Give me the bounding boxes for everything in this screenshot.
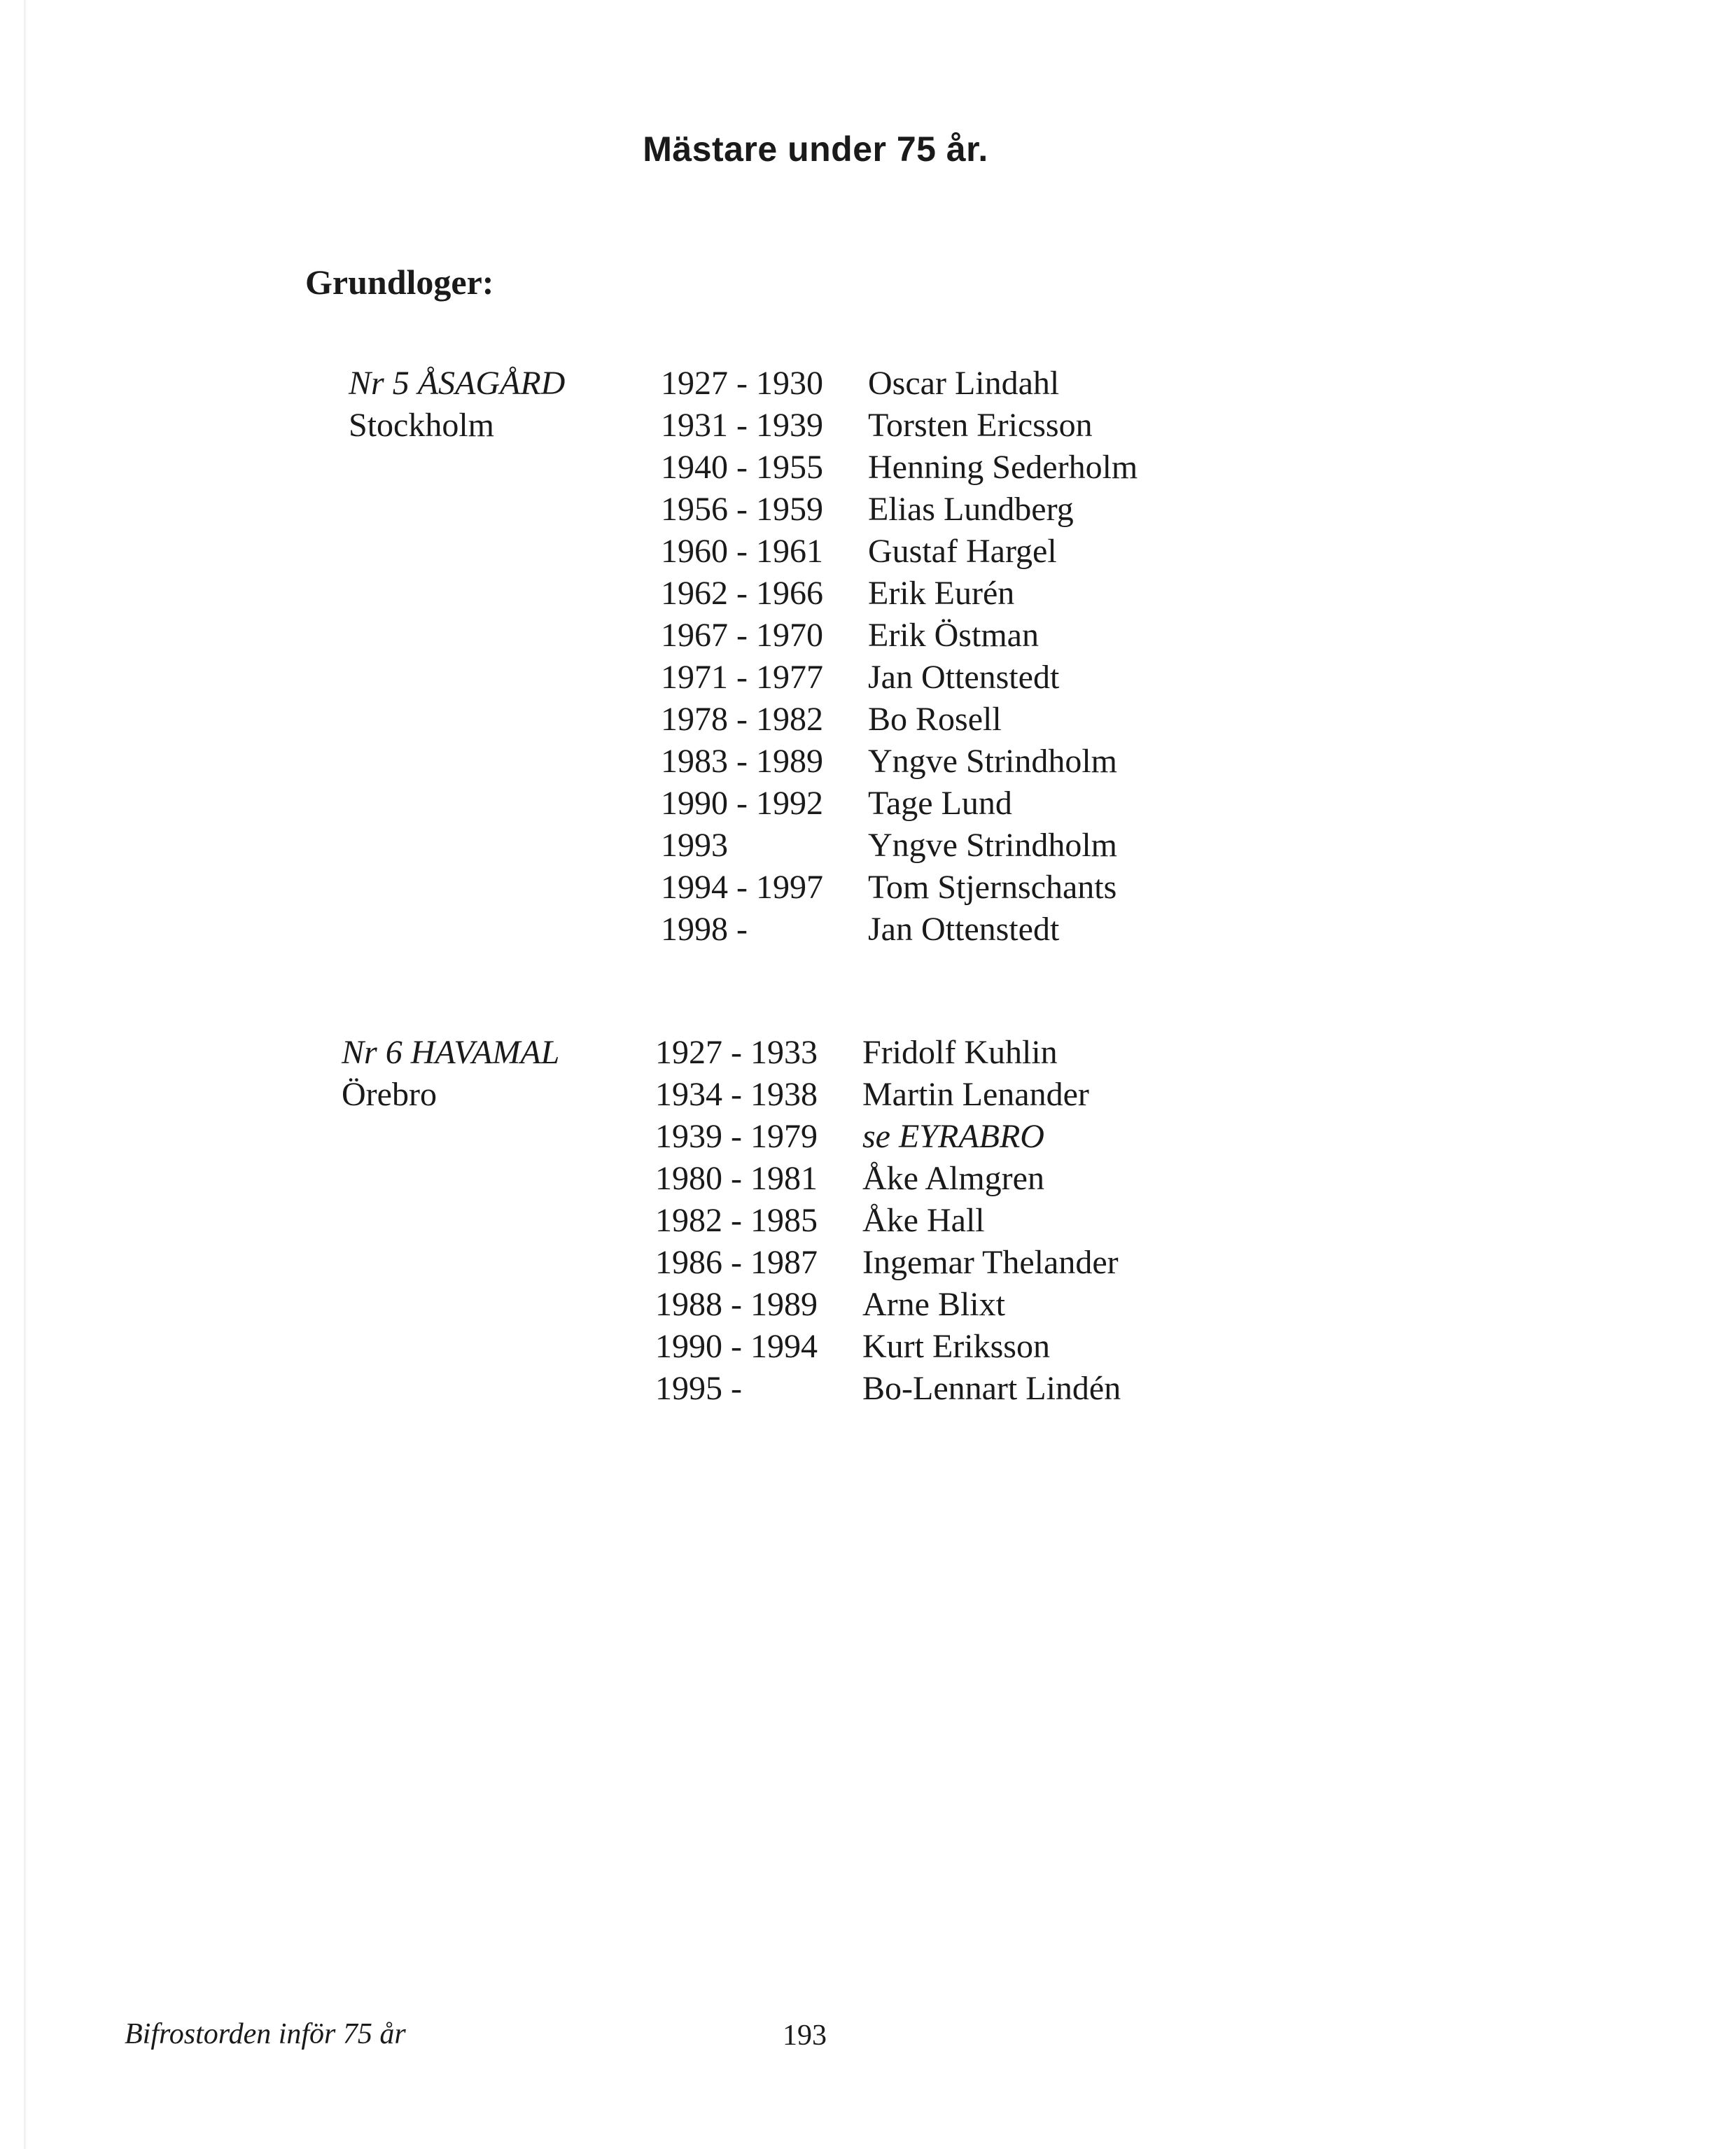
master-years: 1980 - 1981	[655, 1160, 818, 1197]
scan-edge	[24, 0, 26, 2149]
master-years: 1990 - 1994	[655, 1328, 818, 1365]
lodge-name: Nr 6 HAVAMAL	[342, 1034, 560, 1071]
master-years: 1967 - 1970	[661, 617, 823, 654]
master-name: Erik Östman	[868, 617, 1039, 654]
section-heading: Grundloger:	[305, 262, 494, 302]
master-years: 1934 - 1938	[655, 1076, 818, 1113]
master-years: 1956 - 1959	[661, 491, 823, 528]
master-name: Fridolf Kuhlin	[862, 1034, 1058, 1071]
lodge-city: Stockholm	[349, 407, 495, 444]
master-years: 1986 - 1987	[655, 1244, 818, 1281]
master-name: Arne Blixt	[862, 1286, 1005, 1323]
master-name: Martin Lenander	[862, 1076, 1089, 1113]
master-years: 1940 - 1955	[661, 449, 823, 486]
master-name: Erik Eurén	[868, 575, 1015, 612]
master-name: Henning Sederholm	[868, 449, 1138, 486]
master-name: Åke Almgren	[862, 1160, 1044, 1197]
master-name: Bo Rosell	[868, 701, 1002, 738]
master-years: 1988 - 1989	[655, 1286, 818, 1323]
master-years: 1931 - 1939	[661, 407, 823, 444]
master-name: Yngve Strindholm	[868, 827, 1117, 864]
master-years: 1960 - 1961	[661, 533, 823, 570]
master-name: Elias Lundberg	[868, 491, 1074, 528]
master-years: 1993	[661, 827, 728, 864]
footer-page-number: 193	[783, 2019, 827, 2052]
master-years: 1927 - 1930	[661, 365, 823, 402]
master-years: 1998 -	[661, 911, 748, 948]
lodge-city: Örebro	[342, 1076, 437, 1113]
master-name: Tom Stjernschants	[868, 869, 1117, 906]
footer-book-title: Bifrostorden inför 75 år	[125, 2018, 406, 2050]
master-cross-reference: se EYRABRO	[862, 1118, 1044, 1155]
master-years: 1982 - 1985	[655, 1202, 818, 1239]
master-name: Tage Lund	[868, 785, 1012, 822]
master-name: Torsten Ericsson	[868, 407, 1093, 444]
master-name: Åke Hall	[862, 1202, 985, 1239]
master-name: Bo-Lennart Lindén	[862, 1370, 1121, 1407]
master-years: 1983 - 1989	[661, 743, 823, 780]
master-name: Oscar Lindahl	[868, 365, 1060, 402]
master-years: 1990 - 1992	[661, 785, 823, 822]
master-name: Ingemar Thelander	[862, 1244, 1119, 1281]
master-years: 1994 - 1997	[661, 869, 823, 906]
lodge-name: Nr 5 ÅSAGÅRD	[349, 365, 566, 402]
master-name: Jan Ottenstedt	[868, 911, 1060, 948]
master-name: Gustaf Hargel	[868, 533, 1057, 570]
master-name: Kurt Eriksson	[862, 1328, 1050, 1365]
master-years: 1995 -	[655, 1370, 742, 1407]
master-years: 1971 - 1977	[661, 659, 823, 696]
page-title: Mästare under 75 år.	[643, 129, 988, 169]
master-years: 1978 - 1982	[661, 701, 823, 738]
master-years: 1939 - 1979	[655, 1118, 818, 1155]
master-years: 1962 - 1966	[661, 575, 823, 612]
master-years: 1927 - 1933	[655, 1034, 818, 1071]
master-name: Jan Ottenstedt	[868, 659, 1060, 696]
master-name: Yngve Strindholm	[868, 743, 1117, 780]
